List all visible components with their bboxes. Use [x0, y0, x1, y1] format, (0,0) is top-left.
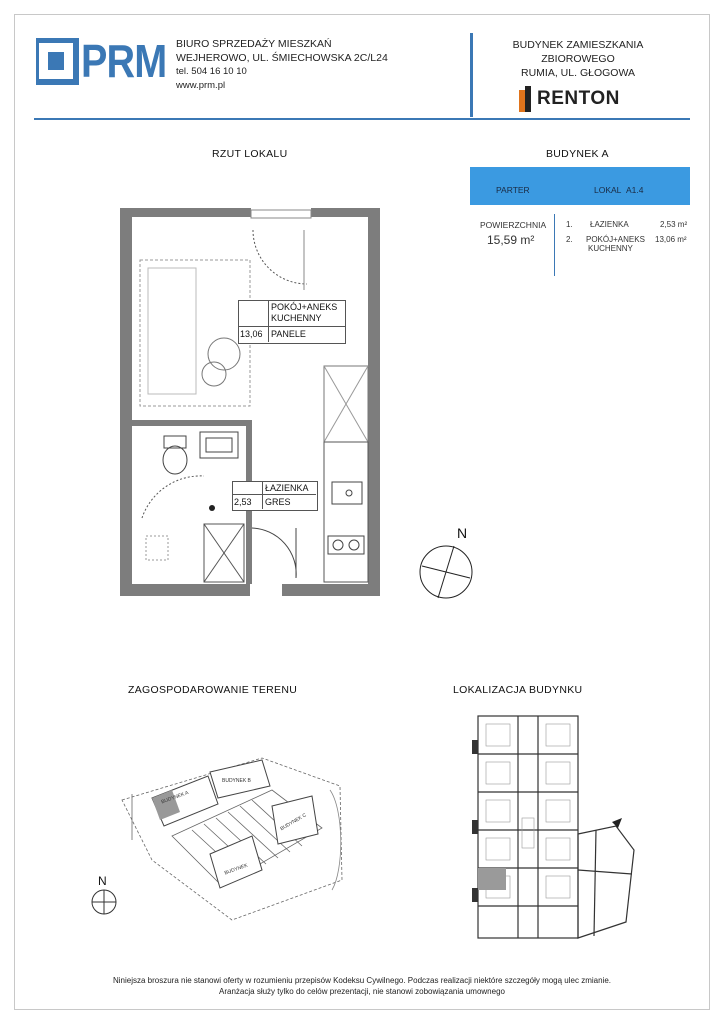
- room1-area: 2,53 m²: [660, 220, 688, 229]
- area-label: POWIERZCHNIA: [480, 220, 547, 230]
- bath-finish: GRES: [265, 497, 291, 507]
- plan-title: RZUT LOKALU: [212, 148, 288, 160]
- entry-door-swing: [252, 528, 296, 578]
- floor-label: PARTER: [496, 185, 530, 195]
- bath-name: ŁAZIENKA: [265, 483, 309, 493]
- unit-label: LOKAL: [594, 185, 622, 195]
- bath-door-swing: [142, 476, 204, 518]
- area-value: 15,59 m²: [487, 233, 535, 247]
- sales-office-info: [176, 38, 388, 92]
- sofa: [140, 260, 250, 406]
- wall-right: [368, 208, 380, 596]
- wall-left: [120, 208, 132, 596]
- living-finish: PANELE: [271, 329, 306, 339]
- living-name-line1: POKÓJ+ANEKS: [271, 302, 338, 312]
- site-plan: [112, 750, 362, 930]
- wall-bottom-right: [282, 584, 380, 596]
- north-arrow-plan-icon: [418, 534, 480, 604]
- office-line1: BIURO SPRZEDAŻY MIESZKAŃ: [176, 38, 332, 50]
- office-website[interactable]: www.prm.pl: [176, 79, 226, 91]
- wall-bath-top: [132, 420, 250, 426]
- room1-no: 1.: [566, 220, 573, 229]
- living-area: 13,06: [240, 329, 263, 339]
- building-line1: BUDYNEK ZAMIESZKANIA: [512, 39, 644, 51]
- unit-bar: [470, 167, 690, 205]
- room1-name: ŁAZIENKA: [590, 220, 629, 229]
- renton-logo-text: RENTON: [537, 88, 620, 109]
- mat: [146, 536, 168, 560]
- window-top: [251, 210, 311, 218]
- room2-name-line2: KUCHENNY: [588, 244, 633, 253]
- wing-east: [578, 826, 634, 938]
- room2-no: 2.: [566, 235, 573, 244]
- location-title: LOKALIZACJA BUDYNKU: [453, 684, 583, 696]
- header-rule: [34, 118, 690, 120]
- sink: [332, 482, 362, 504]
- building-info: [478, 38, 678, 80]
- table: [208, 338, 240, 370]
- light-point: [209, 505, 215, 511]
- location-plan: [466, 710, 636, 946]
- floor-plan: [118, 206, 386, 600]
- kitchen-counter: [324, 442, 368, 582]
- room2-area: 13,06 m²: [655, 235, 687, 244]
- site-label-c: BUDYNEK C: [279, 812, 308, 833]
- site-label-b: BUDYNEK B: [222, 778, 251, 784]
- north-label-plan: N: [457, 525, 468, 541]
- disclaimer-line1: Niniejsza broszura nie stanowi oferty w rozumieniu przepisów Kodeksu Cywilnego. Podczas realizacji niektóre szczegóły mogą ulec zmianie.: [112, 976, 611, 985]
- unit-divider: [554, 214, 555, 276]
- office-phone[interactable]: tel. 504 16 10 10: [176, 66, 247, 77]
- north-label-site: N: [98, 874, 107, 888]
- building-line3: RUMIA, UL. GŁOGOWA: [521, 67, 635, 79]
- wall-top-left: [120, 208, 251, 217]
- prm-logo[interactable]: [36, 35, 167, 87]
- wall-bottom-left: [120, 584, 250, 596]
- building-line2: ZBIOROWEGO: [541, 53, 615, 65]
- living-name-line2: KUCHENNY: [271, 313, 322, 323]
- room2-name-line1: POKÓJ+ANEKS: [586, 235, 645, 244]
- building-outline: [478, 716, 578, 938]
- north-arrow-site-icon: [90, 888, 120, 918]
- renton-logo[interactable]: [517, 86, 637, 112]
- prm-logo-text: PRM: [81, 35, 167, 87]
- unit-a14-highlight: [478, 868, 506, 890]
- disclaimer-line2: Aranżacja służy tylko do celów prezentacji, nie stanowi zobowiązania umownego: [219, 987, 505, 996]
- bath-area: 2,53: [234, 497, 252, 507]
- building-d-footprint: [210, 836, 262, 888]
- header-divider: [470, 33, 473, 117]
- office-line2: WEJHEROWO, UL. ŚMIECHOWSKA 2C/L24: [176, 51, 388, 64]
- site-label-a: BUDYNEK A: [160, 789, 190, 806]
- balcony-door-swing: [253, 230, 307, 284]
- unit-number: A1.4: [626, 185, 644, 195]
- renton-logo-mark: [517, 86, 537, 112]
- site-label-d: BUDYNEK: [223, 862, 249, 877]
- building-label: BUDYNEK A: [546, 148, 609, 160]
- disclaimer: [40, 975, 684, 997]
- site-title: ZAGOSPODAROWANIE TERENU: [128, 684, 298, 696]
